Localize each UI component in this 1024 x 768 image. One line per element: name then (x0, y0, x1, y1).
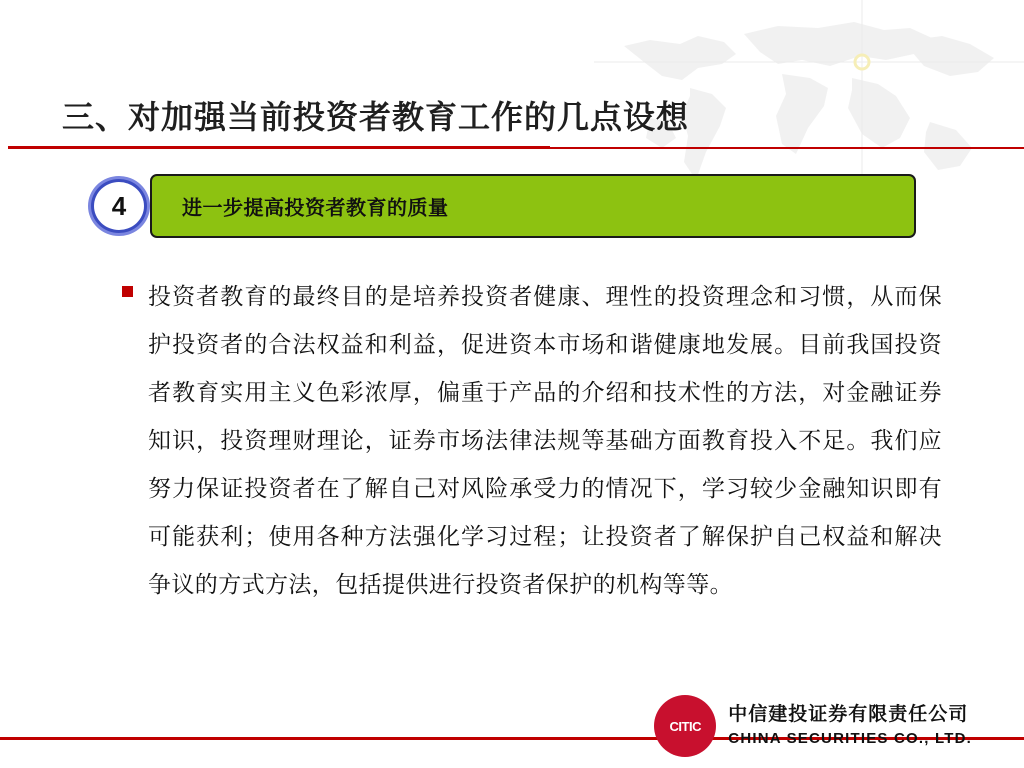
citic-logo-icon (654, 695, 716, 757)
bullet-item (122, 272, 942, 608)
slide-title-block (0, 92, 1024, 154)
body-content (122, 272, 942, 608)
section-number-value: 4 (94, 182, 144, 230)
company-name-en: CHINA SECURITIES CO., LTD. (728, 730, 972, 747)
company-name-block (728, 702, 972, 750)
title-underline-thin (550, 147, 1024, 149)
logo-mark-text: CITIC (669, 718, 701, 734)
section-banner-label: 进一步提高投资者教育的质量 (182, 197, 449, 220)
footer-logo (654, 694, 972, 758)
section-number-badge (88, 176, 150, 236)
square-bullet-icon (122, 286, 133, 297)
page-title: 三、对加强当前投资者教育工作的几点设想 (62, 99, 690, 135)
bullet-paragraph: 投资者教育的最终目的是培养投资者健康、理性的投资理念和习惯，从而保护投资者的合法权益和利益，促进资本市场和谐健康地发展。目前我国投资者教育实用主义色彩浓厚，偏重于产品的介绍和技术性的方法，对金融证券知识，投资理财理论，证券市场法律法规等基础方面教育投入不足。我们应努力保证投资者在了解自己对风险承受力的情况下，学习较少金融知识即有可能获利；使用各种方法强化学习过程；让投资者了解保护自己权益和解决争议的方式方法，包括提供进行投资者保护的机构等等。 (148, 283, 942, 597)
company-name-cn: 中信建投证券有限责任公司 (728, 704, 969, 725)
section-banner (150, 174, 916, 238)
title-underline-thick (8, 146, 550, 149)
